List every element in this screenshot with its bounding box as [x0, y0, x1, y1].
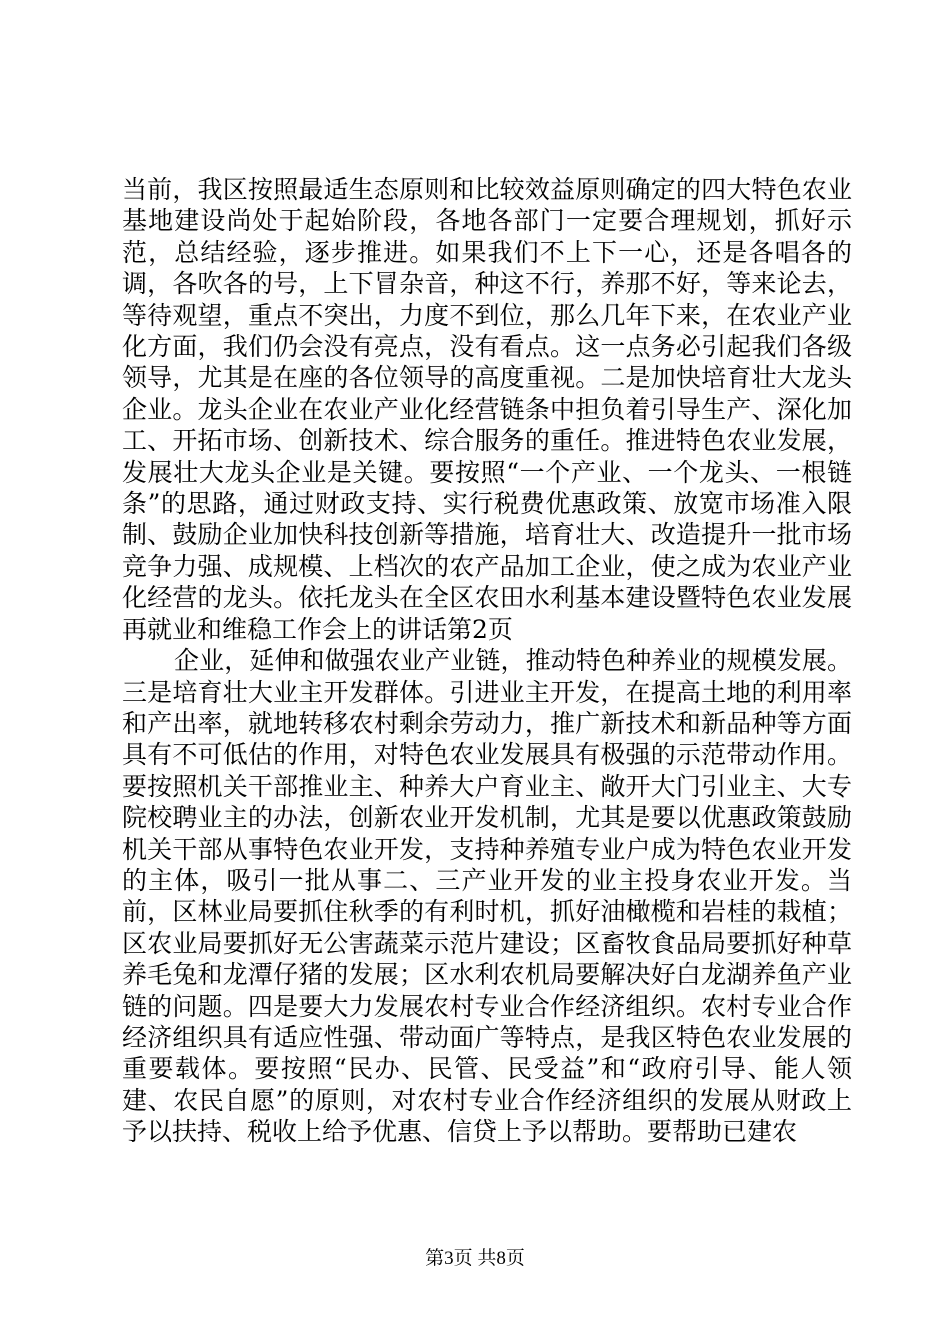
- paragraph-2: 企业，延伸和做强农业产业链，推动特色种养业的规模发展。三是培育壮大业主开发群体。引进业主开发，在提高土地的利用率和产出率，就地转移农村剩余劳动力，推广新技术和新品种等方面具有不可低估的作用，对特色农业发展具有极强的示范带动作用。要按照机关干部推业主、种养大户育业主、敞开大门引业主、大专院校聘业主的办法，创新农业开发机制，尤其是要以优惠政策鼓励机关干部从事特色农业开发，支持种养殖专业户成为特色农业开发的主体，吸引一批从事二、三产业开发的业主投身农业开发。当前，区林业局要抓住秋季的有利时机，抓好油橄榄和岩桂的栽植；区农业局要抓好无公害蔬菜示范片建设；区畜牧食品局要抓好种草养毛兔和龙潭仔猪的发展；区水利农机局要解决好白龙湖养鱼产业链的问题。四是要大力发展农村专业合作经济组织。农村专业合作经济组织具有适应性强、带动面广等特点，是我区特色农业发展的重要载体。要按照“民办、民管、民受益”和“政府引导、能人领建、农民自愿”的原则，对农村专业合作经济组织的发展从财政上予以扶持、税收上给予优惠、信贷上予以帮助。要帮助已建农: [122, 646, 852, 1147]
- document-body: [122, 174, 852, 1148]
- paragraph-1: 当前，我区按照最适生态原则和比较效益原则确定的四大特色农业基地建设尚处于起始阶段，各地各部门一定要合理规划，抓好示范，总结经验，逐步推进。如果我们不上下一心，还是各唱各的调，各吹各的号，上下冒杂音，种这不行，养那不好，等来论去，等待观望，重点不突出，力度不到位，那么几年下来，在农业产业化方面，我们仍会没有亮点，没有看点。这一点务必引起我们各级领导，尤其是在座的各位领导的高度重视。二是加快培育壮大龙头企业。龙头企业在农业产业化经营链条中担负着引导生产、深化加工、开拓市场、创新技术、综合服务的重任。推进特色农业发展，发展壮大龙头企业是关键。要按照“一个产业、一个龙头、一根链条”的思路，通过财政支持、实行税费优惠政策、放宽市场准入限制、鼓励企业加快科技创新等措施，培育壮大、改造提升一批市场竞争力强、成规模、上档次的农产品加工企业，使之成为农业产业化经营的龙头。依托龙头在全区农田水利基本建设暨特色农业发展再就业和维稳工作会上的讲话第2页: [122, 175, 852, 644]
- page-number-footer: 第3页 共8页: [425, 1248, 525, 1269]
